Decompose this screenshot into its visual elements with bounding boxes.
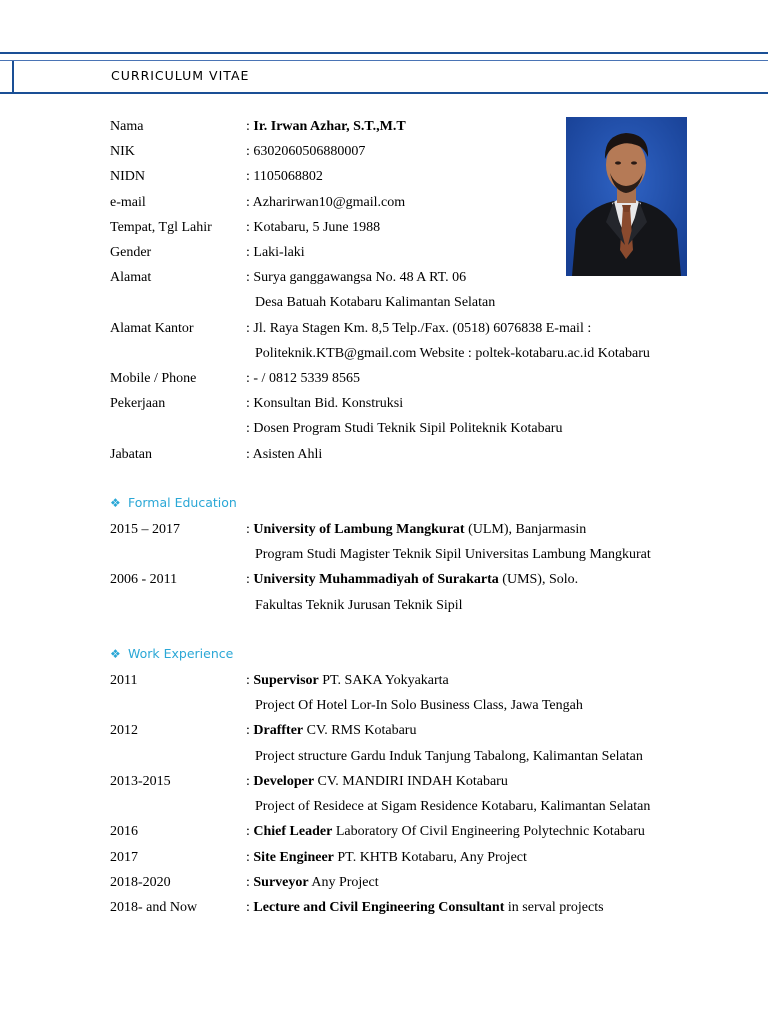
section-heading-education bbox=[110, 493, 237, 513]
info-value: : Azharirwan10@gmail.com bbox=[246, 195, 406, 210]
education-value: : University Muhammadiyah of Surakarta (UMS), Solo. bbox=[246, 572, 579, 587]
info-label: e-mail bbox=[110, 195, 146, 210]
section-heading-work bbox=[110, 644, 233, 664]
work-value: : Draffter CV. RMS Kotabaru bbox=[246, 723, 417, 738]
info-label: Alamat Kantor bbox=[110, 321, 194, 336]
education-detail: Fakultas Teknik Jurusan Teknik Sipil bbox=[255, 598, 463, 613]
info-value: : Konsultan Bid. Konstruksi bbox=[246, 396, 404, 411]
info-label: NIK bbox=[110, 144, 135, 159]
info-value: : Kotabaru, 5 June 1988 bbox=[246, 220, 381, 235]
work-year: 2011 bbox=[110, 673, 138, 688]
work-value: : Lecture and Civil Engineering Consultant in serval projects bbox=[246, 900, 604, 915]
work-year: 2017 bbox=[110, 850, 138, 865]
info-label: Mobile / Phone bbox=[110, 371, 197, 386]
info-value: : Dosen Program Studi Teknik Sipil Politeknik Kotabaru bbox=[246, 421, 563, 436]
info-value: : Jl. Raya Stagen Km. 8,5 Telp./Fax. (0518) 6076838 E-mail : bbox=[246, 321, 592, 336]
work-value: : Chief Leader Laboratory Of Civil Engineering Polytechnic Kotabaru bbox=[246, 824, 645, 839]
info-value: : Laki-laki bbox=[246, 245, 305, 260]
work-value: : Site Engineer PT. KHTB Kotabaru, Any Project bbox=[246, 850, 527, 865]
education-value: : University of Lambung Mangkurat (ULM), Banjarmasin bbox=[246, 522, 587, 537]
info-label: Pekerjaan bbox=[110, 396, 166, 411]
work-value: : Surveyor Any Project bbox=[246, 875, 379, 890]
info-value-bold: Ir. Irwan Azhar, S.T.,M.T bbox=[253, 119, 406, 134]
info-value: : Asisten Ahli bbox=[246, 447, 323, 462]
work-year: 2018- and Now bbox=[110, 900, 198, 915]
info-label: Nama bbox=[110, 119, 144, 134]
work-year: 2012 bbox=[110, 723, 138, 738]
info-label: Jabatan bbox=[110, 447, 152, 462]
work-year: 2016 bbox=[110, 824, 138, 839]
info-label: Gender bbox=[110, 245, 152, 260]
education-detail: Program Studi Magister Teknik Sipil Universitas Lambung Mangkurat bbox=[255, 547, 651, 562]
info-value: : - / 0812 5339 8565 bbox=[246, 371, 360, 386]
diamond-bullet-icon: ❖ bbox=[110, 496, 121, 510]
info-value: : Ir. Irwan Azhar, S.T.,M.T bbox=[246, 119, 406, 134]
section-title: Formal Education bbox=[128, 495, 237, 510]
work-value: : Supervisor PT. SAKA Yokyakarta bbox=[246, 673, 449, 688]
document-title: CURRICULUM VITAE bbox=[111, 68, 250, 83]
work-year: 2013-2015 bbox=[110, 774, 171, 789]
education-period: 2015 – 2017 bbox=[110, 522, 180, 537]
info-label: NIDN bbox=[110, 169, 145, 184]
work-detail: Project Of Hotel Lor-In Solo Business Class, Jawa Tengah bbox=[255, 698, 583, 713]
work-detail: Project of Residece at Sigam Residence Kotabaru, Kalimantan Selatan bbox=[255, 799, 651, 814]
work-value: : Developer CV. MANDIRI INDAH Kotabaru bbox=[246, 774, 508, 789]
work-year: 2018-2020 bbox=[110, 875, 171, 890]
education-period: 2006 - 2011 bbox=[110, 572, 178, 587]
work-detail: Project structure Gardu Induk Tanjung Tabalong, Kalimantan Selatan bbox=[255, 749, 643, 764]
info-label: Tempat, Tgl Lahir bbox=[110, 220, 212, 235]
profile-photo bbox=[566, 117, 687, 276]
header-band bbox=[0, 52, 768, 98]
info-value: : 1105068802 bbox=[246, 169, 323, 184]
diamond-bullet-icon: ❖ bbox=[110, 647, 121, 661]
header-top-rule bbox=[0, 52, 768, 54]
profile-photo-illustration bbox=[566, 117, 687, 276]
info-value: : Surya ganggawangsa No. 48 A RT. 06 bbox=[246, 270, 467, 285]
info-row-office-cont: Politeknik.KTB@gmail.com Website : poltek-kotabaru.ac.id Kotabaru bbox=[255, 346, 650, 361]
info-label: Alamat bbox=[110, 270, 152, 285]
section-title: Work Experience bbox=[128, 646, 234, 661]
info-value: : 6302060506880007 bbox=[246, 144, 366, 159]
info-row-address-cont: Desa Batuah Kotabaru Kalimantan Selatan bbox=[255, 295, 496, 310]
